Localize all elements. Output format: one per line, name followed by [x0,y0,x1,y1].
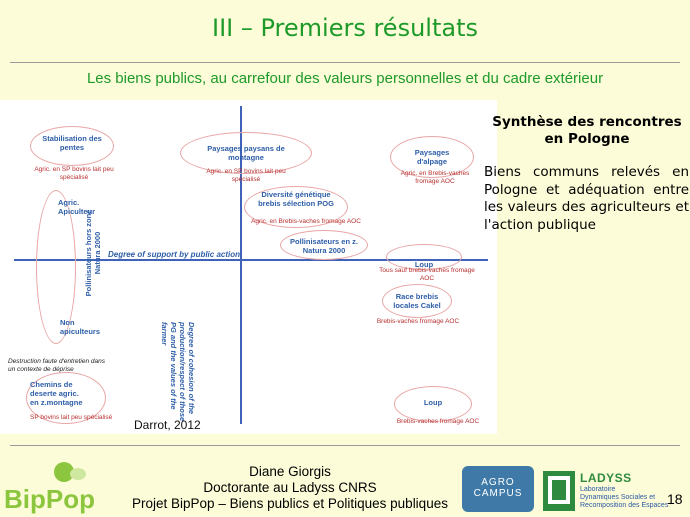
quadrant-diagram [0,100,497,434]
ladyss-name: LADYSS [580,471,632,485]
author-role: Doctorante au Ladyss CNRS [203,480,377,495]
bubble-stabilisation-title: Stabilisation des pentes [42,134,102,152]
bubble-loup-upper-note: Tous sauf brebis-vaches fromage AOC [379,267,475,282]
bubble-paysages-montagne-title: Paysages paysans de montagne [207,144,285,162]
axis-v-label: Degree of cohesion of the production/respect of those PG and the values of the farmer [160,322,196,422]
footer-credits [100,464,480,512]
non-apiculteurs-label: Non apiculteurs [60,318,101,336]
footer-divider [10,445,680,446]
bubble-diversite-title: Diversité génétique brebis sélection POG [258,190,334,208]
bubble-loup-upper-title: Loup [414,260,434,269]
bubble-loup-lower-title: Loup [423,398,443,407]
bubble-chemins-title: Chemins de deserte agric. en z.montagne [30,380,83,407]
destruction-note: Destruction faute d'entretien dans un contexte de déprise [8,358,105,373]
slide-title: III – Premiers résultats [212,14,478,42]
bippop-logo [4,460,102,514]
agric-apiculteur-label: Agric. Apiculteur [58,198,96,216]
natura-label: Pollinisateurs hors zone Natura 2000 [84,209,102,297]
bubble-race-brebis-title: Race brebis locales Cakel [393,292,441,310]
bubble-diversite-note: Agric. en Brebis-vaches fromage AOC [251,218,361,225]
axis-h-label: Degree of support by public action [108,250,241,259]
bippop-logo-text: BipPop [4,484,95,514]
title-divider [10,62,680,63]
bubble-race-brebis-note: Brebis-vaches fromage AOC [376,318,460,325]
bubble-stabilisation-note: Agric. en SP bovins lait peu spécialisé [34,166,114,181]
figure-source: Darrot, 2012 [134,418,201,432]
bubble-paysages-alpage-title: Paysages d'alpage [414,148,450,166]
page-number: 18 [667,491,683,507]
bubble-paysages-alpage-note: Agric. en Brebis-vaches fromage AOC [400,170,470,185]
slide-subtitle: Les biens publics, au carrefour des valeurs personnelles et du cadre extérieur [86,70,604,87]
agrocampus-logo-text: AGRO CAMPUS [473,477,523,499]
project-name: Projet BipPop – Biens publics et Politiques publiques [132,496,448,511]
synthesis-body: Biens communs relevés en Pologne et adéquation entre les valeurs des agriculteurs et l'action publique [484,164,689,233]
synthesis-title: Synthèse des rencontres en Pologne [492,114,682,147]
author-name: Diane Giorgis [249,464,331,479]
bubble-chemins-note: SP bovins lait peu spécialisé [30,414,113,421]
ladyss-logo-icon [542,470,576,512]
ladyss-subtitle: Laboratoire Dynamiques Sociales et Recomposition des Espaces [580,486,669,509]
bubble-pollinisateurs-natura-title: Pollinisateurs en z. Natura 2000 [290,237,358,255]
bubble-paysages-montagne-note: Agric. en SP bovins lait peu spécialisé [206,168,286,183]
bubble-loup-lower-note: Brebis-vaches fromage AOC [396,418,480,425]
